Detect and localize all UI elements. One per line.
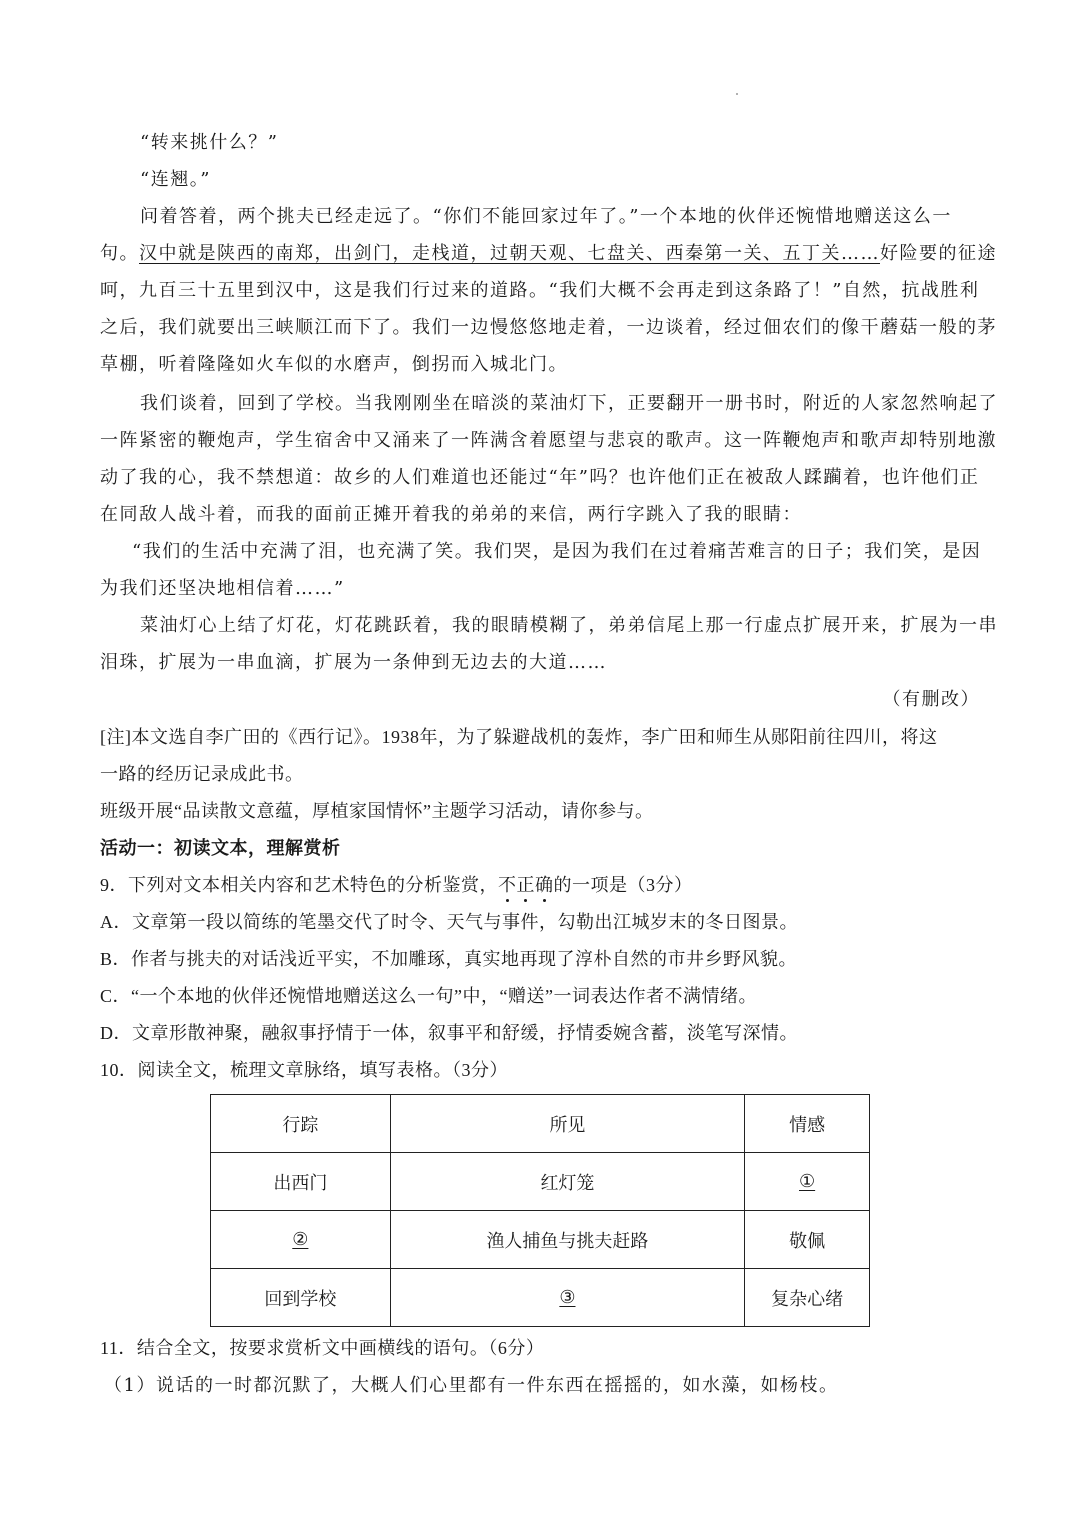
table-cell: 红灯笼 bbox=[390, 1153, 744, 1211]
passage-line: 在同敌人战斗着，而我的面前正摊开着我的弟弟的来信，两行字跳入了我的眼睛： bbox=[100, 504, 802, 525]
table-header-cell: 所见 bbox=[390, 1095, 744, 1153]
passage-line: 之后，我们就要出三峡顺江而下了。我们一边慢悠悠地走着，一边谈着，经过佃农们的像干蘑菇一般的茅 bbox=[100, 317, 997, 338]
underlined-sentence: 汉中就是陕西的南郑，出剑门，走栈道，过朝天观、七盘关、西秦第一关、五丁关…… bbox=[139, 243, 880, 264]
option-c: C．“一个本地的伙伴还惋惜地赠送这么一句”中，“赠送”一词表达作者不满情绪。 bbox=[100, 986, 757, 1006]
option-b: B．作者与挑夫的对话浅近平实，不加雕琢，真实地再现了淳朴自然的市井乡野风貌。 bbox=[100, 949, 798, 969]
source-note: （有删改） bbox=[882, 689, 980, 710]
passage-text: 句。 bbox=[100, 243, 139, 264]
passage-line: 草棚，听着隆隆如火车似的水磨声，倒拐而入城北门。 bbox=[100, 354, 568, 375]
question-11-sub1: （1）说话的一时都沉默了，大概人们心里都有一件东西在摇摇的，如水藻，如杨枝。 bbox=[104, 1375, 839, 1396]
passage-line: 泪珠，扩展为一串血滴，扩展为一条伸到无边去的大道…… bbox=[100, 652, 607, 673]
passage-line: 一阵紧密的鞭炮声，学生宿舍中又涌来了一阵满含着愿望与悲哀的歌声。这一阵鞭炮声和歌声却特别地激 bbox=[100, 430, 997, 451]
blank-cell[interactable] bbox=[745, 1153, 870, 1211]
passage-line: “我们的生活中充满了泪，也充满了笑。我们哭，是因为我们在过着痛苦难言的日子；我们笑，是因 bbox=[132, 541, 982, 562]
question-text: 9．下列对文本相关内容和艺术特色的分析鉴赏， bbox=[100, 875, 498, 895]
table-cell: 出西门 bbox=[211, 1153, 391, 1211]
emphasis-dotted bbox=[498, 875, 554, 895]
table-row bbox=[211, 1153, 870, 1211]
question-9-stem bbox=[100, 873, 980, 897]
passage-line: 呵，九百三十五里到汉中，这是我们行过来的道路。“我们大概不会再走到这条路了！”自然，抗战胜利 bbox=[100, 280, 980, 301]
table-header-cell: 行踪 bbox=[211, 1095, 391, 1153]
passage-text: 好险要的征途 bbox=[880, 243, 997, 264]
table-cell: 渔人捕鱼与挑夫赶路 bbox=[390, 1211, 744, 1269]
table-header-cell: 情感 bbox=[745, 1095, 870, 1153]
option-a: A．文章第一段以简练的笔墨交代了时令、天气与事件，勾勒出江城岁末的冬日图景。 bbox=[100, 912, 798, 932]
blank-marker: ② bbox=[292, 1229, 309, 1249]
footnote-line: 一路的经历记录成此书。 bbox=[100, 764, 304, 784]
dotted-char: 确 bbox=[535, 875, 554, 895]
question-10-stem: 10．阅读全文，梳理文章脉络，填写表格。（3分） bbox=[100, 1060, 508, 1080]
passage-line: “转来挑什么？” bbox=[140, 132, 279, 153]
option-d: D．文章形散神聚，融叙事抒情于一体，叙事平和舒缓，抒情委婉含蓄，淡笔写深情。 bbox=[100, 1023, 798, 1043]
table-row bbox=[211, 1269, 870, 1327]
blank-marker: ① bbox=[799, 1171, 816, 1191]
dotted-char: 正 bbox=[516, 875, 535, 895]
table-header-row bbox=[211, 1095, 870, 1153]
question-11-stem: 11．结合全文，按要求赏析文中画横线的语句。（6分） bbox=[100, 1338, 545, 1358]
activity-intro: 班级开展“品读散文意蕴，厚植家国情怀”主题学习活动，请你参与。 bbox=[100, 801, 654, 821]
passage-line: 我们谈着，回到了学校。当我刚刚坐在暗淡的菜油灯下，正要翻开一册书时，附近的人家忽然响起了 bbox=[140, 393, 998, 414]
question-text: 的一项是（3分） bbox=[553, 875, 693, 895]
table-cell: 敬佩 bbox=[745, 1211, 870, 1269]
scan-speck bbox=[736, 93, 738, 95]
passage-line bbox=[100, 242, 997, 266]
table-cell: 回到学校 bbox=[211, 1269, 391, 1327]
passage-line: “连翘。” bbox=[140, 169, 211, 190]
passage-line: 动了我的心，我不禁想道：故乡的人们难道也还能过“年”吗？也许他们正在被敌人蹂躏着，也许他们正 bbox=[100, 467, 980, 488]
footnote-line: [注]本文选自李广田的《西行记》。1938年，为了躲避战机的轰炸，李广田和师生从郧阳前往四川，将这 bbox=[100, 727, 938, 747]
passage-line: 为我们还坚决地相信着……” bbox=[100, 578, 345, 599]
passage-line bbox=[140, 205, 980, 229]
blank-cell[interactable] bbox=[211, 1211, 391, 1269]
dotted-char: 不 bbox=[498, 875, 517, 895]
passage-line: 菜油灯心上结了灯花，灯花跳跃着，我的眼睛模糊了，弟弟信尾上那一行虚点扩展开来，扩展为一串 bbox=[140, 615, 998, 636]
passage-text: 问着答着，两个挑夫已经走远了。“你们不能回家过年了。”一个本地的伙伴还惋惜地赠送这么一 bbox=[140, 206, 952, 227]
table-cell: 复杂心绪 bbox=[745, 1269, 870, 1327]
blank-marker: ③ bbox=[559, 1287, 576, 1307]
activity-heading: 活动一：初读文本，理解赏析 bbox=[100, 838, 341, 858]
blank-cell[interactable] bbox=[390, 1269, 744, 1327]
table-row bbox=[211, 1211, 870, 1269]
route-table bbox=[210, 1094, 870, 1327]
